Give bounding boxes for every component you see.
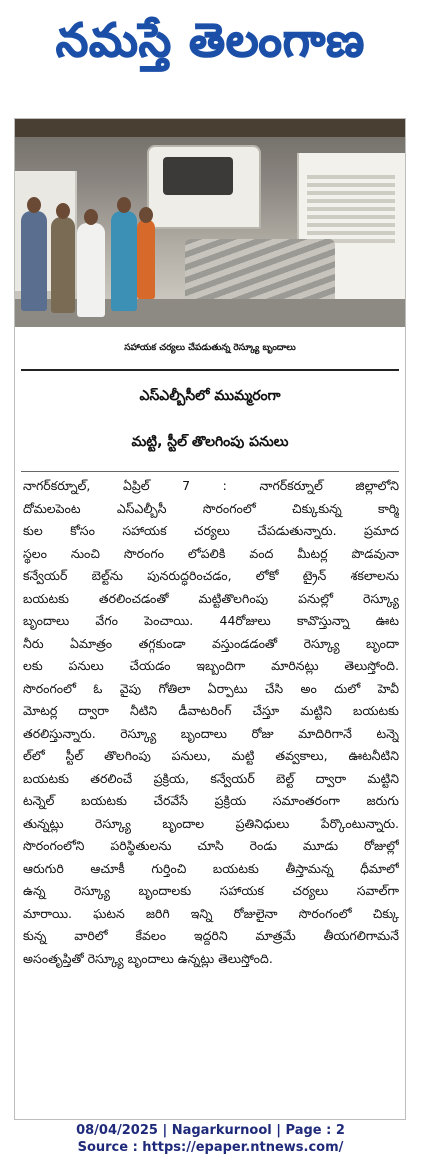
- article-body-line: సొరంగంలో ఓ వైపు గోతిలా ఏర్పాటు చేసి అం దులో హెవీ: [23, 680, 399, 696]
- article-body-line: కున్న వారిలో కేవలం ఇద్దరిని మాత్రమే తీయగలిగామనే: [23, 928, 399, 943]
- photo-loco-window: [163, 157, 233, 195]
- caption-divider: [21, 369, 399, 371]
- article-body: [23, 475, 399, 970]
- photo-person: [137, 219, 155, 299]
- article-headline: [15, 373, 405, 465]
- article-body-line: మోటర్ల ద్వారా నీటిని డీవాటరింగ్ చేస్తూ మట్టిని బయటకు: [23, 703, 399, 718]
- article-body-line: స్థలం నుంచి సొరంగం లోపలికి వంద మీటర్ల పొడవునా: [23, 545, 399, 561]
- news-photo: [15, 119, 405, 327]
- article-body-line: టన్నెల్ బయటకు చేరవేసే ప్రక్రియ సమాంతరంగా జరుగు: [23, 793, 399, 808]
- article-body-line: అసంతృప్తితో రెస్క్యూ బృందాలు ఉన్నట్లు తెలుస్తోంది.: [23, 950, 273, 966]
- clipping-footer: [0, 1122, 421, 1156]
- photo-generator-grill: [307, 175, 395, 245]
- photo-person-head: [84, 209, 98, 225]
- photo-person: [21, 211, 47, 311]
- footer-date-edition: 08/04/2025 | Nagarkurnool | Page : 2: [76, 1123, 345, 1138]
- article-body-line: బృందాలు వేగం పెంచాయి. 44రోజులు కావొస్తున్నా ఊట: [23, 613, 399, 628]
- footer-source-url: Source : https://epaper.ntnews.com/: [77, 1140, 344, 1155]
- masthead: [0, 6, 421, 86]
- headline-divider: [21, 471, 399, 472]
- photo-person: [51, 217, 75, 313]
- headline-line-2: మట్టి, స్టీల్ తొలగింపు పనులు: [131, 434, 289, 450]
- photo-person: [77, 223, 105, 317]
- article-body-line: కుల కోసం సహాయక చర్యలు చేపడుతున్నారు. ప్రమాద: [23, 523, 399, 538]
- article-body-line: తున్నట్లు రెస్క్యూ బృందాల ప్రతినిధులు పేర్కొంటున్నారు.: [23, 815, 399, 831]
- article-body-line: ఉన్న రెస్క్యూ బృందాలకు సహాయక చర్యలు సవాల్‌గా: [23, 883, 399, 898]
- article-body-line: లకు పనులు చేయడం ఇబ్బందిగా మారినట్లు తెలుస్తోంది.: [23, 658, 399, 673]
- article-body-line: సొరంగంలోని పరిస్థితులను చూసి రెండు మూడు రోజుల్లో: [23, 838, 399, 853]
- photo-caption: సహాయక చర్యలు చేపడుతున్న రెస్క్యూ బృందాలు: [124, 343, 296, 353]
- article-body-line: ఆరుగురి ఆచూకీ గుర్తించి బయటకు తీస్తామన్న ధీమాలో: [23, 860, 399, 876]
- article-body-line: నీరు ఏమాత్రం తగ్గకుండా వస్తుండడంతో రెస్క్యూ బృందా: [23, 635, 399, 651]
- article-body-line: నాగర్‌కర్నూల్, ఏప్రిల్ 7 : నాగర్‌కర్నూల్ జిల్లాలోని: [23, 478, 399, 493]
- photo-person-head: [56, 203, 70, 219]
- article-body-line: బయటకు తరలించే ప్రక్రియ, కన్వేయర్ బెల్ట్ ద్వారా మట్టిని: [23, 770, 399, 786]
- article-body-line: తరలిస్తున్నారు. రెస్క్యూ బృందాలు రోజు మాదిరిగానే టన్నె: [23, 725, 399, 741]
- newspaper-title: నమస్తే తెలంగాణ: [55, 13, 366, 67]
- photo-person-head: [139, 207, 153, 223]
- photo-person-head: [117, 197, 131, 213]
- photo-person: [111, 211, 137, 311]
- article-body-line: మారాయి. ఘటన జరిగి ఇన్ని రోజులైనా సొరంగంలో చిక్కు: [23, 905, 399, 921]
- article-body-line: ల్‌లో స్టీల్ తొలగింపు పనులు, మట్టి తవ్వకాలు, ఊటనీటిని: [23, 748, 399, 763]
- headline-line-1: ఎస్ఎల్బీసీలో ముమ్మరంగా: [139, 388, 281, 404]
- photo-person-head: [27, 197, 41, 213]
- article-body-line: దోమలపెంట ఎస్ఎల్బీసీ సొరంగంలో చిక్కుకున్న కార్మి: [23, 500, 399, 516]
- article-body-line: కన్వేయర్ బెల్ట్‌ను పునరుద్ధరించడం, లోకో ట్రైన్ శకలాలను: [23, 568, 399, 583]
- article-body-line: బయటకు తరలించడంతో మట్టితొలగింపు పనుల్లో రెస్క్యూ: [23, 590, 399, 606]
- article-clipping: [14, 118, 406, 1120]
- photo-tunnel-ceiling: [15, 119, 405, 137]
